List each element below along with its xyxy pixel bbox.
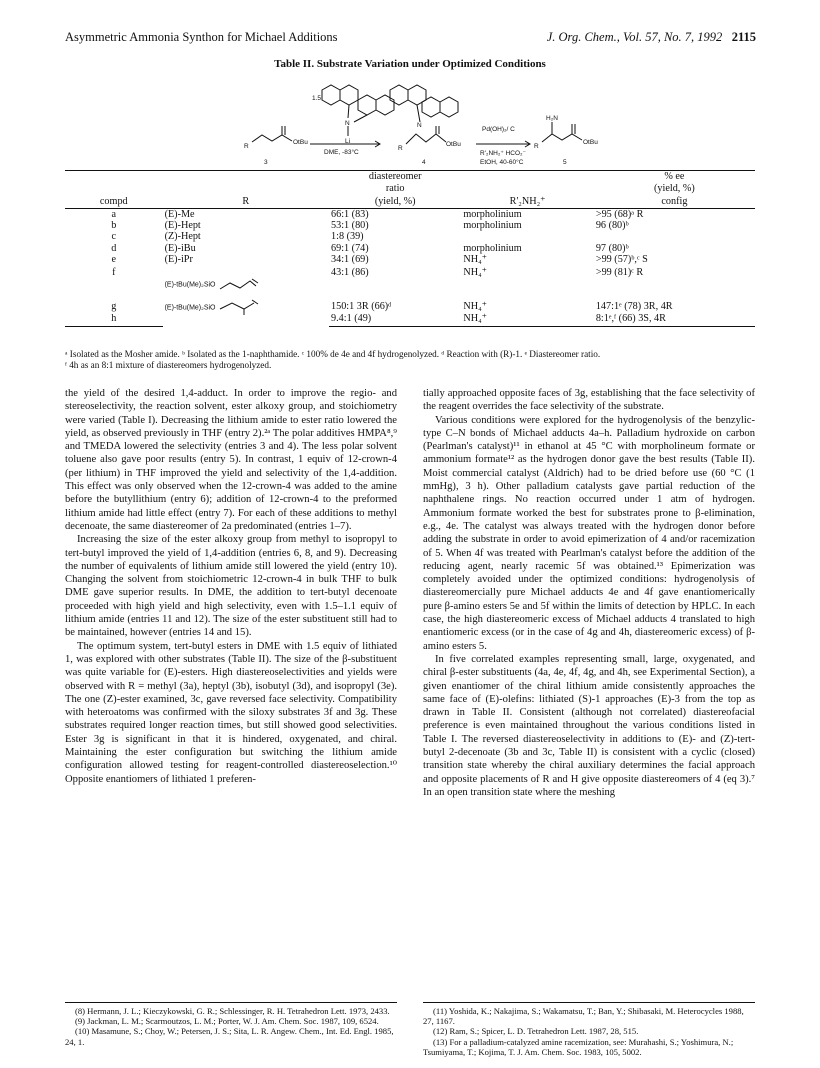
cell-amine: morpholinium: [463, 242, 522, 254]
cell-dr: 66:1 (83): [331, 208, 369, 220]
journal-citation: J. Org. Chem., Vol. 57, No. 7, 1992: [546, 30, 723, 44]
equiv-label: 1.5: [312, 95, 322, 102]
siloxy-chain-g: [218, 299, 264, 315]
cell-r: (E)-Hept: [164, 220, 201, 232]
ester-3-structure: [252, 126, 292, 142]
header-dr-1: diastereomer: [329, 171, 461, 184]
r-label: R: [244, 143, 249, 150]
table-row: [65, 231, 755, 242]
body-column-left: [65, 387, 397, 786]
cell-amine: NH₄⁺: [463, 267, 488, 279]
cell-ee: 96 (80)ᵇ: [595, 220, 629, 232]
cell-ee: >99 (57)ᵇ,ᶜ S: [595, 254, 648, 266]
cell-ee: >95 (68)ᵃ R: [595, 208, 644, 220]
running-head-journal: [547, 30, 756, 45]
condition-catalyst: Pd(OH)₂/ C: [482, 126, 515, 133]
paragraph: the yield of the desired 1,4-adduct. In order to improve the regio- and stereoselectivity, the reaction solvent, ester alkoxy group, and stoichiometry were varied (Table I). Decreasing the lithium amide to ester ratio lowered the yield, as observed previously in THF (entry 2).²ᵃ The polar additives HMPA⁸,⁹ and TMEDA lowered the selectivity (entries 3 and 4). The less polar solvent toluene also gave poor results (entry 5). In contrast, 1 equiv of 12-crown-4 (per lithium) in THF improved the yield and selectivity of the 1,4-addition. This effect was only observed when the 12-crown-4 was added to the amine before the butyllithium (entry 6); addition of 12-crown-4 to the preformed lithium amide had little effect (entry 7). For each of these additions to methyl decenoate, the same diastereomer of 2a predominated (entries 1–7).: [65, 388, 397, 532]
cell-dr: 53:1 (80): [331, 220, 369, 232]
table-row: [65, 291, 755, 312]
cell-amine: morpholinium: [463, 208, 522, 220]
condition-formate: R'₂NH₂⁺ HCO₂⁻: [480, 150, 527, 157]
table-row: [65, 254, 755, 265]
paragraph: Various conditions were explored for the hydrogenolysis of the benzylic-type C–N bonds of Michael adducts 4a–h. Palladium hydroxide on carbon (Pearlman's catalyst)¹¹ in ethanol at 45 °C with morpholineum formate or ammonium formate¹² as the hydrogen donor gave the best results (Table II). Moist commercial catalyst (Aldrich) had to be dried before use (60 °C (1 mmHg), 3 h). Other palladium catalysts gave partial reduction of the naphthalene rings. No reaction occurred under 1 atm of hydrogen. Ammonium formate worked the best for substrates prone to β-elimination, e.g., 4e. The catalyst was always treated with the hydrogen donor before adding the substrate in order to avoid epimerization of 4 and/or racemization of 5. When 4f was treated with Pearlman's catalyst before the addition of the reducing agent, nearly racemic 5f was obtained.¹³ Epimerization was completely avoided under the optimized conditions: hydrogenolysis of diastereomercially pure Michael adducts 4e and 4f gave enantiomerically pure β-amino esters 5e and 5f within the limits of detection by HPLC. In each case, the high diastereomeric excess of Michael adducts 4 translated to high enantiomeric excess (or in the case of 4g and 4h, diastereomeric excess) of β-amino esters 5.: [423, 414, 755, 652]
cell-dr: 43:1 (86): [331, 267, 369, 279]
header-r: R: [163, 196, 329, 209]
paragraph: Increasing the size of the ester alkoxy group from methyl to isopropyl to tert-butyl improved the yield of 1,4-addition (entries 6, 8, and 9). Decreasing the number of equivalents of lithium amide still lowered the yield (entry 10). Changing the solvent from stoichiometric 12-crown-4 in bulk THF to bulk DME gave superior results. In DME, the addition to tert-butyl decenoate proceeded with high yield and high selectivity, even with 1.5–1.1 equiv of lithium amide (entries 11 and 12). The size of the ester substituent still had to be maintained, however (entries 14 and 15).: [65, 534, 397, 639]
cell-compd: d: [111, 242, 117, 254]
table-row: [65, 220, 755, 231]
cell-compd: e: [111, 254, 117, 266]
table-row: [65, 243, 755, 254]
references-right: [423, 1002, 755, 1057]
header-ee-2: (yield, %): [654, 183, 695, 195]
paragraph: In five correlated examples representing small, large, oxygenated, and chiral β-ester substituents (4a, 4e, 4f, 4g, and 4h, see Experimental Section), a given enantiomer of the chiral lithium amide consistently approaches the same face of (E)-olefins: lithiated (S)-1 approaches (E)-3 from the top as drawn in Table II. Consistent (although not correlated) diastereofacial preference is even maintained throughout the various conditions listed in Table I. The reversed diastereoselectivity in additions to (E)- and (Z)-tert-butyl 2-decenoate (3b and 3c, Table II) is consistent with a cyclic (closed) transition state whereby the chiral auxiliary determines the facial approach and opposite placements of R and H give opposite diastereomers of 4 (eq 3).⁷ In an open transition state where the meshing: [423, 653, 755, 798]
nitrogen-label-4: N: [417, 122, 422, 129]
cell-r: (E)-iPr: [164, 254, 193, 266]
r-label-5: R: [534, 143, 539, 150]
paragraph: tially approached opposite faces of 3g, establishing that the face selectivity of the reagent overrides the face selectivity of the substrate.: [423, 388, 755, 413]
cell-compd: h: [65, 313, 163, 327]
condition-ethanol: EtOH, 40-60°C: [480, 159, 524, 166]
footnote-line: ᵃ Isolated as the Mosher amide. ᵇ Isolated as the 1-naphthamide. ᶜ 100% de 4e and 4f hydrogenolyzed. ᵈ Reaction with (R)-1. ᵉ Diastereomer ratio.: [65, 349, 601, 359]
cell-r: (E)-tBu(Me)₂SiO: [164, 281, 216, 289]
cell-compd: f: [112, 267, 116, 279]
cell-amine: morpholinium: [463, 220, 522, 232]
chiral-amide-structure: [322, 85, 394, 136]
cell-amine: [461, 231, 593, 242]
cell-ee: 147:1ᵉ (78) 3R, 4R: [595, 301, 673, 313]
cell-ee: 8:1ᵉ,ᶠ (66) 3S, 4R: [594, 313, 755, 327]
header-dr-2: ratio: [385, 183, 405, 195]
cell-compd: c: [111, 231, 117, 243]
paragraph: The optimum system, tert-butyl esters in DME with 1.5 equiv of lithiated 1, was explored with other substrates (Table II). The size of the β-substituent was quite variable for (E)-esters. High diastereoselectivities and yields were observed with R = methyl (3a), heptyl (3b), isobutyl (3d), and isopropyl (3e). The one (Z)-ester examined, 3c, gave reversed face selectivity. Compatibility with heteroatoms was confirmed with the siloxy substrates 3f and 3g. These substrates required longer reaction times, but still showed good selectivities. Ester 3g is significant in that it is hindered, oxygenated, and chiral. Maintaining the ester configuration but switching the lithium amide configuration allowed testing for reagent-controlled diastereoselection.¹⁰ Opposite enantiomers of lithiated 1 preferen-: [65, 640, 397, 785]
header-dr-3: (yield, %): [329, 196, 461, 209]
table-footnotes: [65, 349, 755, 371]
cell-ee: [594, 231, 755, 242]
cell-r: (E)-iBu: [164, 242, 196, 254]
cell-dr: 1:8 (39): [331, 231, 364, 243]
cell-dr: 69:1 (74): [331, 242, 369, 254]
substrate-table: [65, 170, 755, 327]
amino-ester-5-structure: [542, 122, 582, 142]
compound-3-label: 3: [264, 159, 268, 166]
otbu-label: OtBu: [293, 139, 308, 146]
table-row: [65, 265, 755, 291]
page-number: 2115: [731, 30, 756, 44]
cell-dr: 9.4:1 (49): [329, 313, 461, 327]
cell-dr: 34:1 (69): [331, 254, 369, 266]
cell-amine: NH₄⁺: [463, 254, 488, 266]
nitrogen-label: N: [345, 120, 350, 127]
cell-ee: >99 (81)ᶜ R: [595, 267, 644, 279]
cell-dr: 150:1 3R (66)ᵈ: [331, 301, 392, 313]
header-compd: compd: [65, 196, 163, 209]
cell-compd: a: [111, 208, 117, 220]
cell-r: (Z)-Hept: [164, 231, 201, 243]
reference: (11) Yoshida, K.; Nakajima, S.; Wakamatsu, T.; Ban, Y.; Shibasaki, M. Heterocycles 1988, 27, 1167.: [423, 1006, 744, 1027]
compound-4-label: 4: [422, 159, 426, 166]
cell-amine: NH₄⁺: [463, 301, 488, 313]
running-head-title: Asymmetric Ammonia Synthon for Michael Additions: [65, 30, 338, 44]
reaction-scheme: [230, 84, 610, 170]
siloxy-chain-f: [218, 277, 264, 291]
amine-label: H₂N: [546, 115, 558, 122]
references-left: [65, 1002, 397, 1047]
adduct-4-structure: [390, 85, 458, 144]
otbu-label-5: OtBu: [583, 139, 598, 146]
reference: (10) Masamune, S.; Choy, W.; Petersen, J. S.; Sita, L. R. Angew. Chem., Int. Ed. Engl. 1985, 24, 1.: [65, 1026, 394, 1047]
cell-r: (E)-tBu(Me)₂SiO: [164, 304, 216, 312]
table-row: [65, 208, 755, 220]
header-ee-1: % ee: [594, 171, 755, 184]
compound-5-label: 5: [563, 159, 567, 166]
cell-compd: g: [111, 301, 117, 313]
table-title: Table II. Substrate Variation under Optimized Conditions: [274, 58, 546, 70]
reference: (13) For a palladium-catalyzed amine racemization, see: Murahashi, S.; Yoshimura, N.; Tsumiyama, T.; Kojima, T. J. Am. Chem. Soc. 1983, 105, 5002.: [423, 1036, 734, 1057]
r-label-4: R: [398, 145, 403, 152]
otbu-label-4: OtBu: [446, 141, 461, 148]
cell-r: (E)-Me: [164, 208, 195, 220]
reference: (12) Ram, S.; Spicer, L. D. Tetrahedron Lett. 1987, 28, 515.: [433, 1026, 639, 1037]
lithium-label: Li: [345, 138, 351, 145]
cell-ee: 97 (80)ᵇ: [595, 242, 629, 254]
footnote-line: ᶠ 4h as an 8:1 mixture of diastereomers hydrogenolyzed.: [65, 360, 272, 370]
body-column-right: [423, 387, 755, 799]
header-amine: R'₂NH₂⁺: [461, 196, 593, 209]
condition-dme: DME, -83°C: [324, 149, 359, 156]
cell-compd: b: [111, 220, 117, 232]
reference: (8) Hermann, J. L.; Kieczykowski, G. R.; Schlessinger, R. H. Tetrahedron Lett. 1973, 2433.: [75, 1006, 390, 1016]
reference: (9) Jackman, L. M.; Scarmoutzos, L. M.; Porter, W. J. Am. Chem. Soc. 1987, 109, 6524.: [75, 1016, 379, 1027]
header-ee-3: config: [594, 196, 755, 209]
cell-amine: NH₄⁺: [461, 313, 593, 327]
